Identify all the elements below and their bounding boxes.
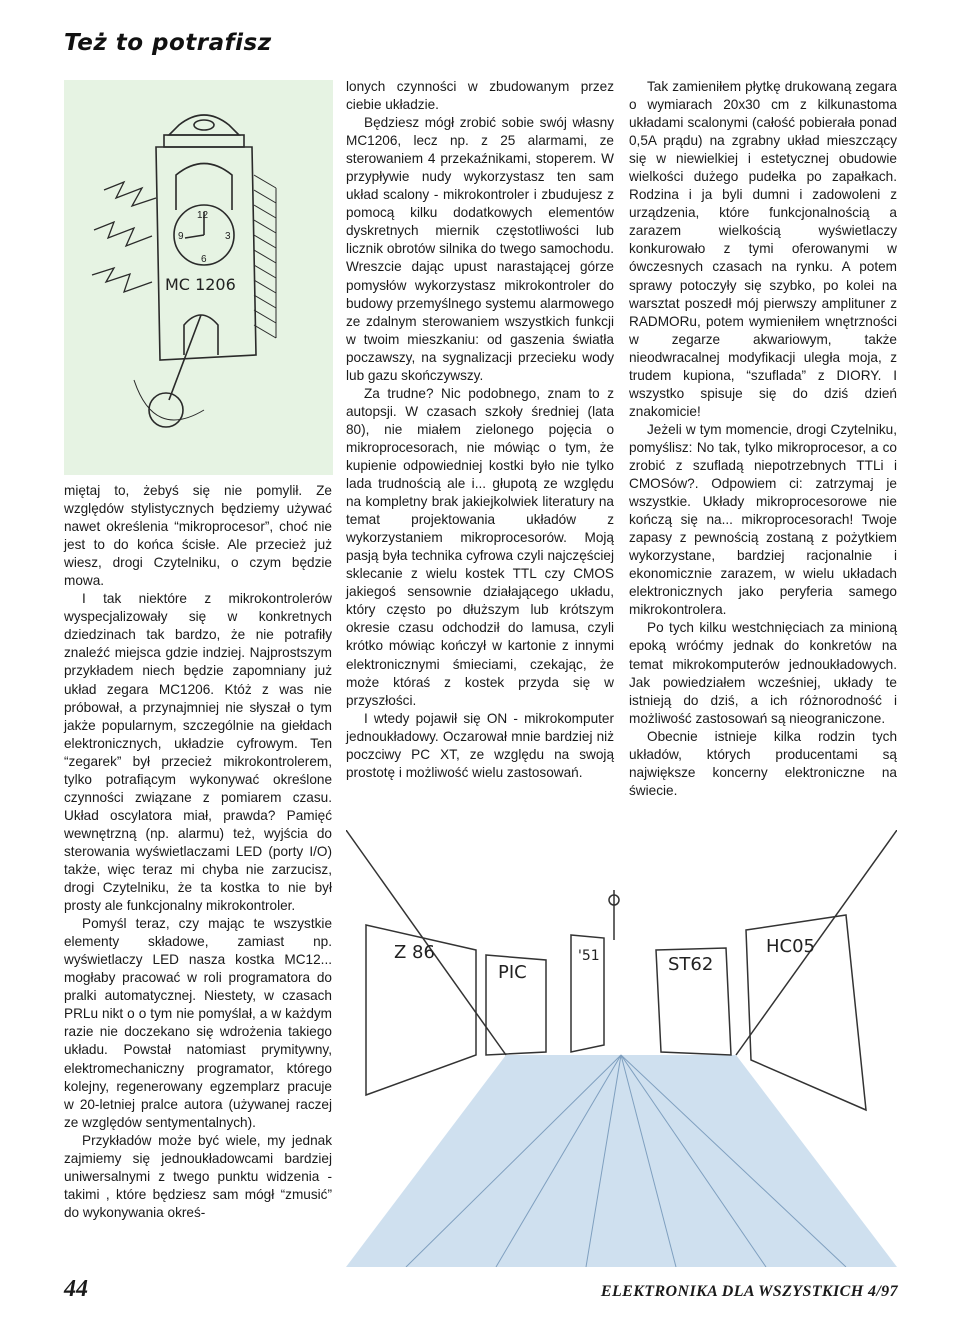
page-number: 44 xyxy=(64,1276,88,1302)
paragraph: lonych czynności w zbudowanym przez ciebie układzie. xyxy=(346,79,614,113)
paragraph: Tak zamieniłem płytkę drukowaną zegara o wymiarach 20x30 cm z kilkunastoma układami scalonymi (całość pobierała ponad 0,5A prądu) na zgrabny układ mieszczący się w niewielkiej i estetycznej obudowie wielkości dużego pudełka po zapałkach. Rodzina i ja byli dumni i zadowoleni z urządzenia, które funkcjonalnością a zarazem wielkością wyświetlaczy konkurowało z tymi oferowanymi w ówczesnych czasach na rynku. A potem sprawy potoczyły się szybko, po kolei na warsztat poszedł mój pierwszy amplituner z RADMORu, potem wymieniłem wnętrzności w zegarze akwariowym, także nieodwracalnej modyfikacji uległa moja, z trudem kupiona, “szuflada” z DIORY. I wszystko spisuje się do dziś dzień znakomicie! xyxy=(629,79,897,419)
paragraph: Po tych kilku westchnięciach za minioną epoką wróćmy jednak do konkretów na temat mikrokomputerów jednoukładowych. Jak powiedziałem wcześniej, układy te istnieją do dziś, a ich różnorodność i możliwość zastosowań są nieograniczone. xyxy=(629,620,897,726)
text-column-3 xyxy=(629,78,897,800)
corridor-illustration xyxy=(346,830,897,1267)
paragraph: I wtedy pojawił się ON - mikrokomputer jednoukładowy. Oczarował mnie bardziej niż poczciwy PC XT, ze względu na swoją prostotę i możliwość wielu zastosowań. xyxy=(346,710,614,780)
corridor-drawing xyxy=(346,830,897,1267)
paragraph: Przykładów może być wiele, my jednak zajmiemy się jednoukładowcami bardziej uniwersalnymi z twego punktu widzenia - takimi , które będziesz sam mógł “zmusić” do wykonywania okreś- xyxy=(64,1132,332,1220)
magazine-name: ELEKTRONIKA DLA WSZYSTKICH 4/97 xyxy=(600,1283,898,1300)
clock-numeral-12: 12 xyxy=(197,210,209,221)
text-column-2 xyxy=(346,78,614,782)
paragraph: miętaj to, żebyś się nie pomylił. Ze względów stylistycznych będziemy używać nawet określenia “mikroprocesor”, choć nie jest to do końca ścisłe. Ale przecież już wiesz, drogi Czytelniku, o czym będzie mowa. xyxy=(64,483,332,589)
door-label: Z 86 xyxy=(394,942,435,963)
paragraph: I tak niektóre z mikrokontrolerów wyspecjalizowały się w konkretnych dziedzinach tak bardzo, że nie potrafiły znaleźć miejsca gdzie indziej. Najprostszym przykładem niech będzie zapomniany już układ zegara MC1206. Któż z was nie próbował, a przynajmniej nie słyszał o tym jakże popularnym, szczególnie na giełdach elektronicznych, układzie cyfrowym. Ten “zegarek” był przecież mikrokontrolerem, tylko potrafiącym wykonywać określone czynności związane z pomiarem czasu. Układ oscylatora miał, prawda? Pamięć wewnętrzną (np. alarmu) też, wyjścia do sterowania wyświetlaczami LED (porty I/O) także, więc teraz mi chyba nie zarzucisz, drogi Czytelniku, że ta kostka to nie był prosty ale funkcjonalny mikrokontroler. xyxy=(64,591,332,914)
paragraph: Obecnie istnieje kilka rodzin tych układów, których producentami są największe koncerny elektroniczne na świecie. xyxy=(629,728,897,798)
clock-drawing xyxy=(64,80,333,475)
paragraph: Za trudne? Nic podobnego, znam to z autopsji. W czasach szkoły średniej (lata 80), nie miałem zielonego pojęcia o mikroprocesorach, nie mówiąc o tym, że kupienie odpowiedniej kostki było nie tylko lada trudnością ale i... głupotą ze względu na kompletny brak jakiejkolwiek literatury na temat projektowania układów z wykorzystaniem mikroprocesorów. Moją pasją była technika cyfrowa czyli najczęściej sklecanie z wielu kostek TTL czy CMOS jakiegoś sensownie działającego układu, który często po dłuższym lub krótszym okresie czasu odchodził do lamusa, czyli krótko mówiąc kończył w kartonie z innymi elektronicznymi śmieciami, czekając, że może któraś z kostek przyda się w przyszłości. xyxy=(346,385,614,708)
clock-numeral-9: 9 xyxy=(178,231,184,242)
clock-label: MC 1206 xyxy=(165,275,236,294)
door-label: HC05 xyxy=(766,936,816,957)
clock-numeral-3: 3 xyxy=(225,231,231,242)
door-label: PIC xyxy=(498,962,527,983)
paragraph: Będziesz mógł zrobić sobie swój własny MC1206, lecz np. z 25 alarmami, ze sterowaniem 4 przekaźnikami, stoperem. W przypływie nudy wykorzystasz ten sam układ scalony - mikrokontroler i zbudujesz z pomocą kilku dodatkowych elementów dyskretnych miernik częstotliwości lub licznik obrotów silnika do twego samochodu. Wreszcie dając upust narastającej górze pomysłów wykorzystasz mikrokontroler do budowy przemyślnego systemu alarmowego ze zdalnym sterowaniem wszystkich funkcji w twoim mieszkaniu: od gaszenia światła poczawszy, na sygnalizacji przecieku wody lub gazu skończywszy. xyxy=(346,115,614,383)
paragraph: Pomyśl teraz, czy mając te wszystkie elementy składowe, zamiast np. wyświetlaczy LED nasza kostka MC12... mogłaby pracować w roli programatora do pralki automatycznej. Niestety, w czasach PRLu nikt o o tym nie pomyślał, a w każdym razie nie doczekano się wdrożenia takiego układu. Powstał natomiast prymitywny, elektromechaniczny programator, którego kolejny, regenerowany egzemplarz pracuje w 20-letniej pralce autora (używanej raczej ze względów sentymentalnych). xyxy=(64,916,332,1130)
section-title: Też to potrafisz xyxy=(64,30,272,56)
clock-illustration xyxy=(64,80,333,475)
clock-numeral-6: 6 xyxy=(201,254,207,265)
text-column-1 xyxy=(64,482,332,1222)
door-label: '51 xyxy=(578,948,600,964)
door-label: ST62 xyxy=(668,954,714,975)
paragraph: Jeżeli w tym momencie, drogi Czytelniku, pomyślisz: No tak, tylko mikroprocesor, a co zrobić z szufladą niepotrzebnych TTLi i CMOSów?. Odpowiem ci: zatrzymaj je wszystkie. Układy mikroprocesorowe nie kończą się na... mikroprocesorach! Twoje zapasy z pewnością zostaną z pożytkiem wykorzystane, bardziej racjonalnie i ekonomicznie zarazem, w wielu układach elektronicznych jako peryferia samego mikrokontrolera. xyxy=(629,421,897,618)
